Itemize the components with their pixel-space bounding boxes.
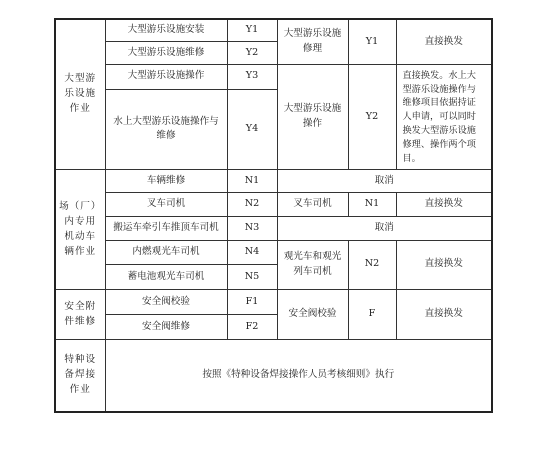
- old-item-name: 搬运车牵引车推顶车司机: [105, 216, 227, 240]
- old-item-code: N2: [227, 192, 277, 216]
- old-item-code: F2: [227, 315, 277, 340]
- category-cell-vehicles: 场（厂） 内专用 机动车 辆作业: [55, 170, 105, 290]
- conversion-note: 直接换发: [396, 192, 492, 216]
- new-item-name: 安全阀校验: [277, 290, 348, 340]
- table-row: [55, 290, 492, 315]
- new-item-code: N1: [348, 192, 396, 216]
- category-cell-safety: 安全附 件维修: [55, 290, 105, 340]
- welding-rule-note: 按照《特种设备焊接操作人员考核细则》执行: [105, 339, 492, 412]
- conversion-note: 直接换发: [396, 240, 492, 290]
- old-item-code: F1: [227, 290, 277, 315]
- new-item-code: N2: [348, 240, 396, 290]
- new-item-code: Y2: [348, 65, 396, 170]
- table-row: [55, 65, 492, 90]
- table-row: [55, 216, 492, 240]
- new-item-name: 大型游乐设施修理: [277, 19, 348, 65]
- cancelled-label: 取消: [277, 216, 492, 240]
- table-row: [55, 170, 492, 193]
- old-item-name: 安全阀校验: [105, 290, 227, 315]
- old-item-name: 大型游乐设施安装: [105, 19, 227, 42]
- old-item-name: 安全阀维修: [105, 315, 227, 340]
- old-item-code: Y1: [227, 19, 277, 42]
- new-item-name: 叉车司机: [277, 192, 348, 216]
- new-item-code: F: [348, 290, 396, 340]
- old-item-name: 蓄电池观光车司机: [105, 265, 227, 290]
- old-item-name: 大型游乐设施维修: [105, 42, 227, 65]
- category-cell-welding: 特种设 备焊接 作业: [55, 339, 105, 412]
- table-row: [55, 19, 492, 42]
- old-item-name: 叉车司机: [105, 192, 227, 216]
- conversion-note: 直接换发。水上大型游乐设施操作与维修项目依据持证人申请，可以同时换发大型游乐设施修理、操作两个项目。: [396, 65, 492, 170]
- old-item-code: N5: [227, 265, 277, 290]
- new-item-name: 大型游乐设施操作: [277, 65, 348, 170]
- old-item-name: 内燃观光车司机: [105, 240, 227, 265]
- table-row: [55, 240, 492, 265]
- old-item-name: 车辆维修: [105, 170, 227, 193]
- table-row: [55, 192, 492, 216]
- cancelled-label: 取消: [277, 170, 492, 193]
- old-item-code: N4: [227, 240, 277, 265]
- old-item-code: N1: [227, 170, 277, 193]
- old-item-code: Y2: [227, 42, 277, 65]
- conversion-note: 直接换发: [396, 290, 492, 340]
- certificate-conversion-table: [54, 18, 493, 413]
- old-item-name: 大型游乐设施操作: [105, 65, 227, 90]
- table-row: [55, 339, 492, 412]
- new-item-code: Y1: [348, 19, 396, 65]
- category-cell-amusement: 大型游 乐设施 作业: [55, 19, 105, 170]
- conversion-note: 直接换发: [396, 19, 492, 65]
- new-item-name: 观光车和观光列车司机: [277, 240, 348, 290]
- old-item-code: Y3: [227, 65, 277, 90]
- old-item-code: Y4: [227, 89, 277, 169]
- old-item-name: 水上大型游乐设施操作与维修: [105, 89, 227, 169]
- old-item-code: N3: [227, 216, 277, 240]
